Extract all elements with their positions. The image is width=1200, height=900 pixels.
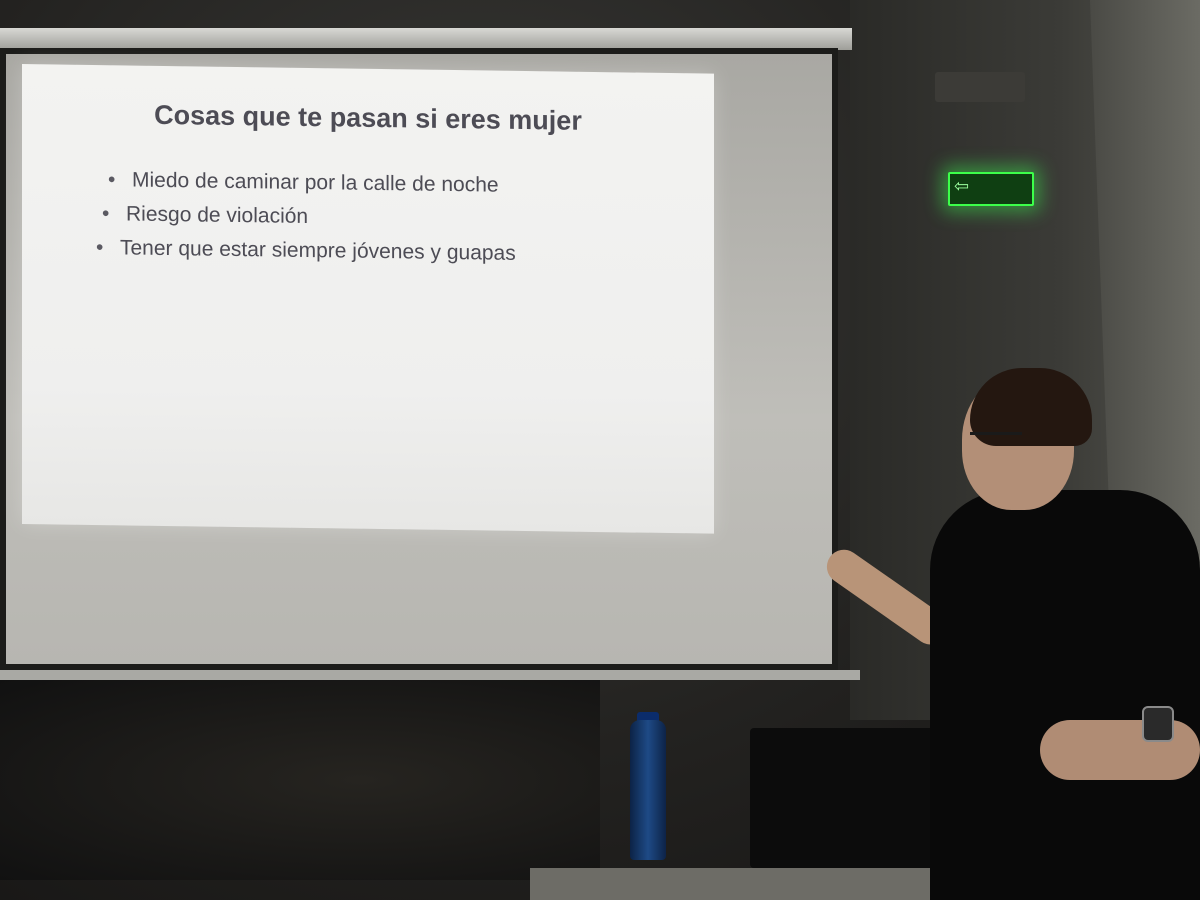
bullet-text: Riesgo de violación [126,202,309,228]
bullet-dot-icon: • [96,236,104,260]
exit-sign-icon [948,172,1034,206]
projected-slide [22,64,714,534]
water-bottle [630,720,666,860]
slide-title: Cosas que te pasan si eres mujer [154,99,582,136]
bullet-text: Miedo de caminar por la calle de noche [132,168,499,197]
bullet-text: Tener que estar siempre jóvenes y guapas [120,236,516,265]
presenter-hand [1040,720,1200,780]
exit-arrow-icon: ⇦ [954,176,970,197]
bullet-dot-icon: • [108,168,116,192]
screen-bottom-bar [0,670,860,680]
lower-decorative-panel [0,680,600,880]
ceiling-fixture [935,72,1025,102]
presenter-body [930,490,1200,900]
bullet-dot-icon: • [102,202,110,226]
slide-bullet-list [96,163,516,271]
watch-icon [1142,706,1174,742]
projector-screen-case [0,28,852,50]
slide-bullet [102,197,516,237]
glasses-icon [970,432,1022,443]
slide-bullet [108,163,516,203]
slide-bullet [96,231,516,271]
